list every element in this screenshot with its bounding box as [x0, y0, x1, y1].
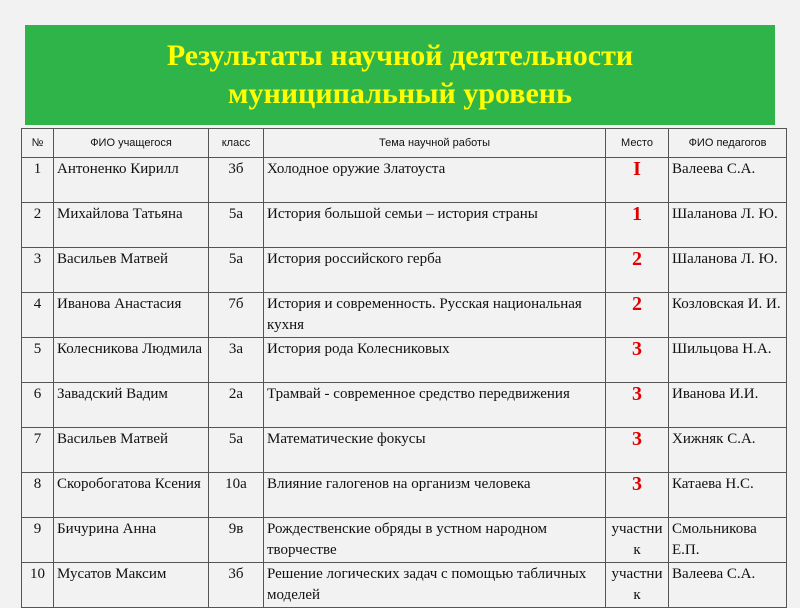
cell-place: [606, 383, 669, 428]
table-row: [22, 473, 787, 518]
cell-number: 9: [22, 518, 54, 563]
cell-student: Антоненко Кирилл: [54, 158, 209, 203]
cell-class: 5а: [209, 203, 264, 248]
table-header-row: [22, 129, 787, 158]
table-row: [22, 158, 787, 203]
cell-topic: История большой семьи – история страны: [264, 203, 606, 248]
place-value: I: [633, 158, 641, 180]
cell-class: 3б: [209, 563, 264, 608]
cell-teacher: Шильцова Н.А.: [669, 338, 787, 383]
cell-place: [606, 248, 669, 293]
cell-teacher: Шаланова Л. Ю.: [669, 248, 787, 293]
table-row: [22, 383, 787, 428]
table-row: [22, 203, 787, 248]
cell-class: 3б: [209, 158, 264, 203]
cell-place: [606, 203, 669, 248]
cell-topic: Рождественские обряды в устном народном творчестве: [264, 518, 606, 563]
cell-topic: История российского герба: [264, 248, 606, 293]
cell-number: 3: [22, 248, 54, 293]
cell-student: Иванова Анастасия: [54, 293, 209, 338]
cell-student: Михайлова Татьяна: [54, 203, 209, 248]
cell-topic: История рода Колесниковых: [264, 338, 606, 383]
header-student: ФИО учащегося: [54, 129, 209, 158]
header-number: №: [22, 129, 54, 158]
place-value: участник: [611, 566, 663, 603]
header-teacher: ФИО педагогов: [669, 129, 787, 158]
table-body: [22, 158, 787, 608]
cell-place: [606, 158, 669, 203]
cell-number: 5: [22, 338, 54, 383]
cell-topic: Влияние галогенов на организм человека: [264, 473, 606, 518]
cell-class: 5а: [209, 248, 264, 293]
cell-teacher: Иванова И.И.: [669, 383, 787, 428]
header-place: Место: [606, 129, 669, 158]
cell-teacher: Шаланова Л. Ю.: [669, 203, 787, 248]
cell-teacher: Валеева С.А.: [669, 158, 787, 203]
place-value: 3: [632, 428, 642, 450]
table-row: [22, 293, 787, 338]
cell-teacher: Хижняк С.А.: [669, 428, 787, 473]
cell-number: 6: [22, 383, 54, 428]
cell-class: 9в: [209, 518, 264, 563]
cell-number: 1: [22, 158, 54, 203]
cell-class: 7б: [209, 293, 264, 338]
cell-place: [606, 293, 669, 338]
cell-topic: Решение логических задач с помощью табличных моделей: [264, 563, 606, 608]
cell-topic: История и современность. Русская национальная кухня: [264, 293, 606, 338]
cell-number: 2: [22, 203, 54, 248]
cell-topic: Холодное оружие Златоуста: [264, 158, 606, 203]
place-value: 3: [632, 383, 642, 405]
cell-class: 3а: [209, 338, 264, 383]
table-row: [22, 248, 787, 293]
place-value: 1: [632, 203, 642, 225]
cell-student: Мусатов Максим: [54, 563, 209, 608]
cell-student: Скоробогатова Ксения: [54, 473, 209, 518]
table-row: [22, 563, 787, 608]
cell-teacher: Козловская И. И.: [669, 293, 787, 338]
cell-class: 5а: [209, 428, 264, 473]
table-row: [22, 338, 787, 383]
cell-teacher: Катаева Н.С.: [669, 473, 787, 518]
title-line-2: муниципальный уровень: [228, 77, 572, 110]
cell-student: Бичурина Анна: [54, 518, 209, 563]
title-line-1: Результаты научной деятельности: [166, 39, 634, 72]
cell-teacher: Смольникова Е.П.: [669, 518, 787, 563]
place-value: 3: [632, 338, 642, 360]
cell-student: Колесникова Людмила: [54, 338, 209, 383]
cell-place: [606, 338, 669, 383]
cell-topic: Трамвай - современное средство передвижения: [264, 383, 606, 428]
cell-class: 2а: [209, 383, 264, 428]
cell-number: 4: [22, 293, 54, 338]
cell-place: [606, 473, 669, 518]
cell-place: [606, 563, 669, 608]
cell-class: 10а: [209, 473, 264, 518]
table-row: [22, 518, 787, 563]
title-banner: [25, 25, 775, 125]
cell-teacher: Валеева С.А.: [669, 563, 787, 608]
table-row: [22, 428, 787, 473]
place-value: 3: [632, 473, 642, 495]
cell-student: Васильев Матвей: [54, 428, 209, 473]
place-value: 2: [632, 248, 642, 270]
place-value: 2: [632, 293, 642, 315]
cell-topic: Математические фокусы: [264, 428, 606, 473]
header-class: класс: [209, 129, 264, 158]
cell-place: [606, 428, 669, 473]
cell-student: Васильев Матвей: [54, 248, 209, 293]
cell-number: 10: [22, 563, 54, 608]
header-topic: Тема научной работы: [264, 129, 606, 158]
cell-number: 7: [22, 428, 54, 473]
results-table: [21, 128, 787, 608]
place-value: участник: [611, 521, 663, 558]
cell-student: Завадский Вадим: [54, 383, 209, 428]
cell-number: 8: [22, 473, 54, 518]
cell-place: [606, 518, 669, 563]
